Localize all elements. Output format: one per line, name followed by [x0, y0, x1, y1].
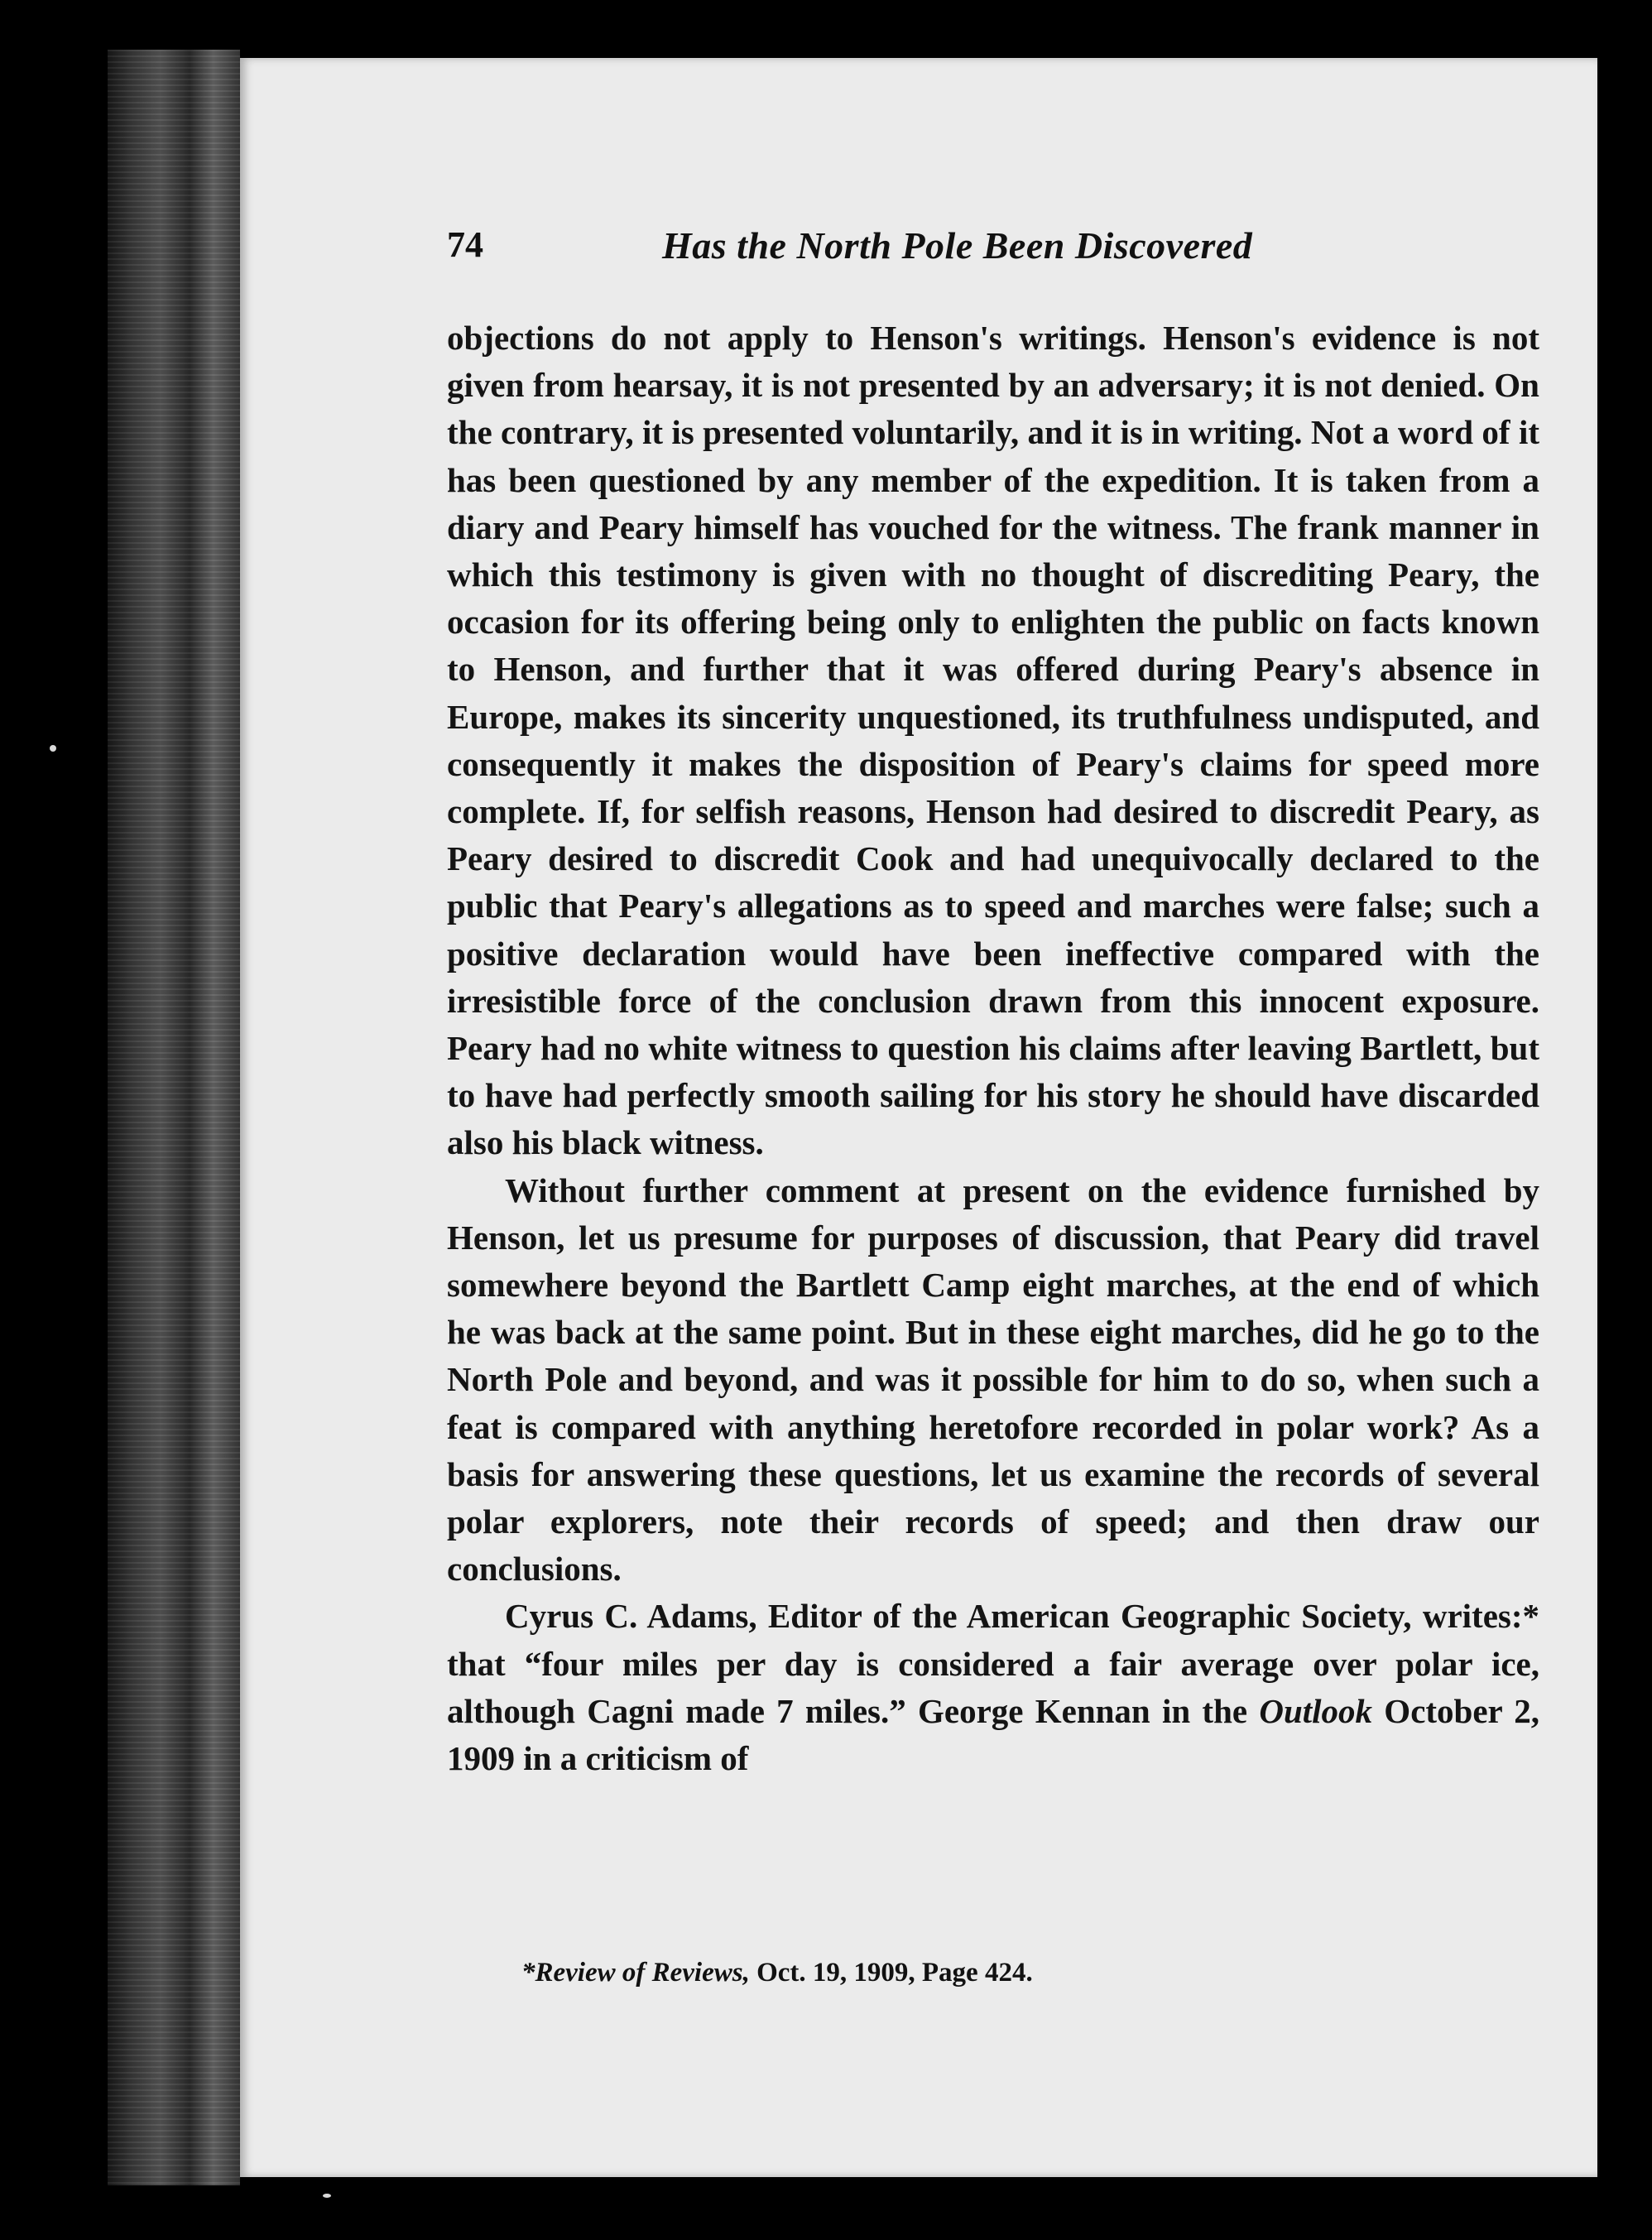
paragraph-text: October 2, 1909 in a criticism of: [447, 1691, 1539, 1778]
paragraph-text: Cyrus C. Adams, Editor of the American Geographic Society, writes:* that “four miles per day is considered a fair average over polar ice, although Cagni made 7 miles.” George Kennan in the: [447, 1597, 1539, 1730]
running-title: Has the North Pole Been Discovered: [662, 224, 1253, 267]
scan-speck: [323, 2194, 331, 2198]
footnote: [521, 1958, 1515, 1988]
publication-title: Outlook: [1259, 1691, 1373, 1730]
paragraph: Without further comment at present on the evidence furnished by Henson, let us presume for purposes of discussion, that Peary did travel somewhere beyond the Bartlett Camp eight marches, at the end of which he was back at the same point. But in these eight marches, did he go to the North Pole and beyond, and was it possible for him to do so, when such a feat is compared with anything heretofore recorded in polar work? As a basis for answering these questions, let us examine the records of several polar explorers, note their records of speed; and then draw our conclusions.: [447, 1170, 1539, 1589]
paragraph: [447, 1593, 1539, 1782]
book-spine: [108, 50, 240, 2185]
body-text: [447, 315, 1539, 1782]
footnote-citation: Oct. 19, 1909, Page 424.: [749, 1958, 1033, 1988]
spine-texture: [108, 50, 240, 2185]
paragraph: objections do not apply to Henson's writings. Henson's evidence is not given from hearsay, it is not presented by an adversary; it is not denied. On the contrary, it is presented voluntarily, and it is in writing. Not a word of it has been questioned by any member of the expedition. It is taken from a diary and Peary himself has vouched for the witness. The frank manner in which this testimony is given with no thought of discrediting Peary, the occasion for its offering being only to enlighten the public on facts known to Henson, and further that it was offered during Peary's absence in Europe, makes its sincerity unquestioned, its truthfulness undisputed, and consequently it makes the disposition of Peary's claims for speed more complete. If, for selfish reasons, Henson had desired to discredit Peary, as Peary desired to discredit Cook and had unequivocally declared to the public that Peary's allegations as to speed and marches were false; such a positive declaration would have been ineffective compared with the irresistible force of the conclusion drawn from this innocent exposure. Peary had no white witness to question his claims after leaving Bartlett, but to have had perfectly smooth sailing for his story he should have discarded also his black witness.: [447, 319, 1539, 1162]
footnote-source: *Review of Reviews,: [521, 1958, 750, 1988]
page-header: [447, 224, 1539, 290]
page-number: 74: [447, 224, 483, 265]
book-page: [240, 58, 1597, 2177]
scan-speck: [50, 745, 56, 752]
